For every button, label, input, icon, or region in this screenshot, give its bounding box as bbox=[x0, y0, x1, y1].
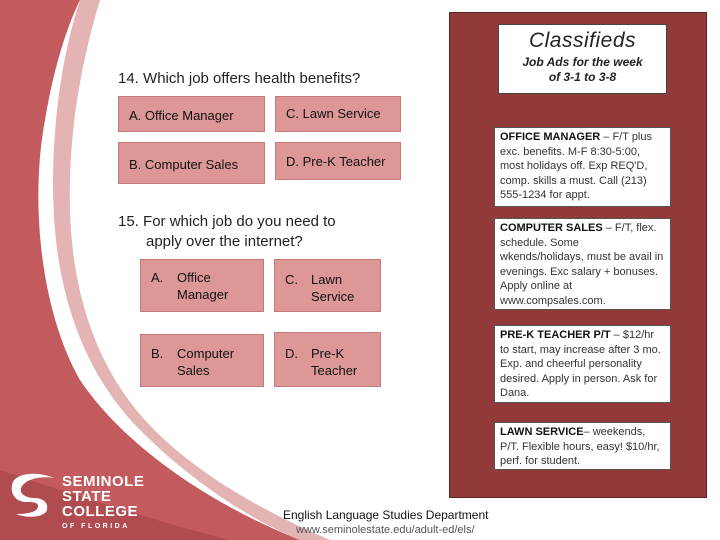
ad-lawn-service bbox=[494, 422, 671, 470]
option-letter: B. bbox=[129, 157, 142, 172]
option-text: Office Manager bbox=[144, 108, 234, 123]
option-text-line1: Computer bbox=[177, 346, 235, 361]
classifieds-subtitle bbox=[499, 55, 666, 85]
option-text-line2: Sales bbox=[177, 363, 210, 378]
footer-url[interactable]: www.seminolestate.edu/adult-ed/els/ bbox=[296, 524, 475, 536]
q15-option-d[interactable] bbox=[274, 332, 381, 387]
classifieds-title: Classifieds bbox=[528, 29, 637, 52]
q15-option-c[interactable] bbox=[274, 259, 381, 312]
ad-office-manager bbox=[494, 127, 671, 207]
footer-department: English Language Studies Department bbox=[283, 508, 489, 522]
ad-body: – F/T plus exc. benefits. M-F 8:30-5:00, most holidays off. Exp REQ'D, comp. skills a must. Call (213) 555-1234 for appt. bbox=[500, 131, 652, 201]
question-text-line2: apply over the internet? bbox=[146, 233, 303, 250]
option-text-line1: Lawn bbox=[311, 272, 343, 287]
question-text-line1: For which job do you need to bbox=[143, 213, 336, 230]
ad-body: – $12/hr to start, may increase after 3 mo. Exp. and cheerful personality desired. Apply in person. Ask for Dana. bbox=[500, 329, 661, 399]
option-letter: B. bbox=[151, 346, 164, 361]
q14-option-a[interactable] bbox=[118, 96, 265, 132]
q14-option-d[interactable] bbox=[275, 142, 401, 180]
logo-line1: SEMINOLE bbox=[62, 473, 145, 490]
subtitle-line2: of 3-1 to 3-8 bbox=[548, 70, 617, 84]
option-text: Pre-K Teacher bbox=[302, 154, 386, 169]
logo-line3: COLLEGE bbox=[62, 503, 139, 520]
option-text: Lawn Service bbox=[302, 106, 381, 121]
classifieds-header bbox=[498, 24, 667, 94]
option-text-line1: Pre-K bbox=[311, 346, 345, 361]
q15-option-b[interactable] bbox=[140, 334, 264, 387]
option-letter: A. bbox=[151, 270, 164, 285]
ad-heading: PRE-K TEACHER P/T bbox=[500, 329, 611, 341]
q14-option-b[interactable] bbox=[118, 142, 265, 184]
ad-heading: LAWN SERVICE bbox=[500, 426, 584, 438]
ad-heading: OFFICE MANAGER bbox=[500, 131, 601, 143]
option-letter: C. bbox=[285, 272, 298, 287]
option-text-line2: Service bbox=[311, 289, 355, 304]
seminole-logo-icon bbox=[10, 470, 60, 520]
question-number: 15. bbox=[118, 213, 139, 230]
ad-body: – F/T, flex. schedule. Some wkends/holidays, must be avail in evenings. Exc salary + bonuses. Apply online at www.compsales.com. bbox=[500, 222, 664, 307]
logo-line2: STATE bbox=[62, 488, 112, 505]
question-14 bbox=[118, 70, 360, 87]
subtitle-line1: Job Ads for the week bbox=[522, 55, 643, 69]
q14-option-c[interactable] bbox=[275, 96, 401, 132]
q15-option-a[interactable] bbox=[140, 259, 264, 312]
option-letter: D. bbox=[286, 154, 299, 169]
logo-line4: OF FLORIDA bbox=[62, 523, 130, 530]
option-letter: C. bbox=[286, 106, 299, 121]
option-text-line2: Teacher bbox=[311, 363, 358, 378]
ad-heading: COMPUTER SALES bbox=[500, 222, 603, 234]
ad-body: – weekends, P/T. Flexible hours, easy! $10/hr, perf. for student. bbox=[500, 426, 660, 467]
option-text: Computer Sales bbox=[144, 157, 239, 172]
option-letter: A. bbox=[129, 108, 142, 123]
college-logo-text bbox=[62, 474, 144, 534]
question-number: 14. bbox=[118, 70, 139, 87]
ad-pre-k-teacher bbox=[494, 325, 671, 403]
ad-computer-sales bbox=[494, 218, 671, 310]
question-text: Which job offers health benefits? bbox=[143, 70, 361, 87]
option-text-line1: Office bbox=[177, 270, 211, 285]
option-letter: D. bbox=[285, 346, 298, 361]
option-text-line2: Manager bbox=[177, 287, 229, 302]
question-15 bbox=[118, 212, 336, 252]
